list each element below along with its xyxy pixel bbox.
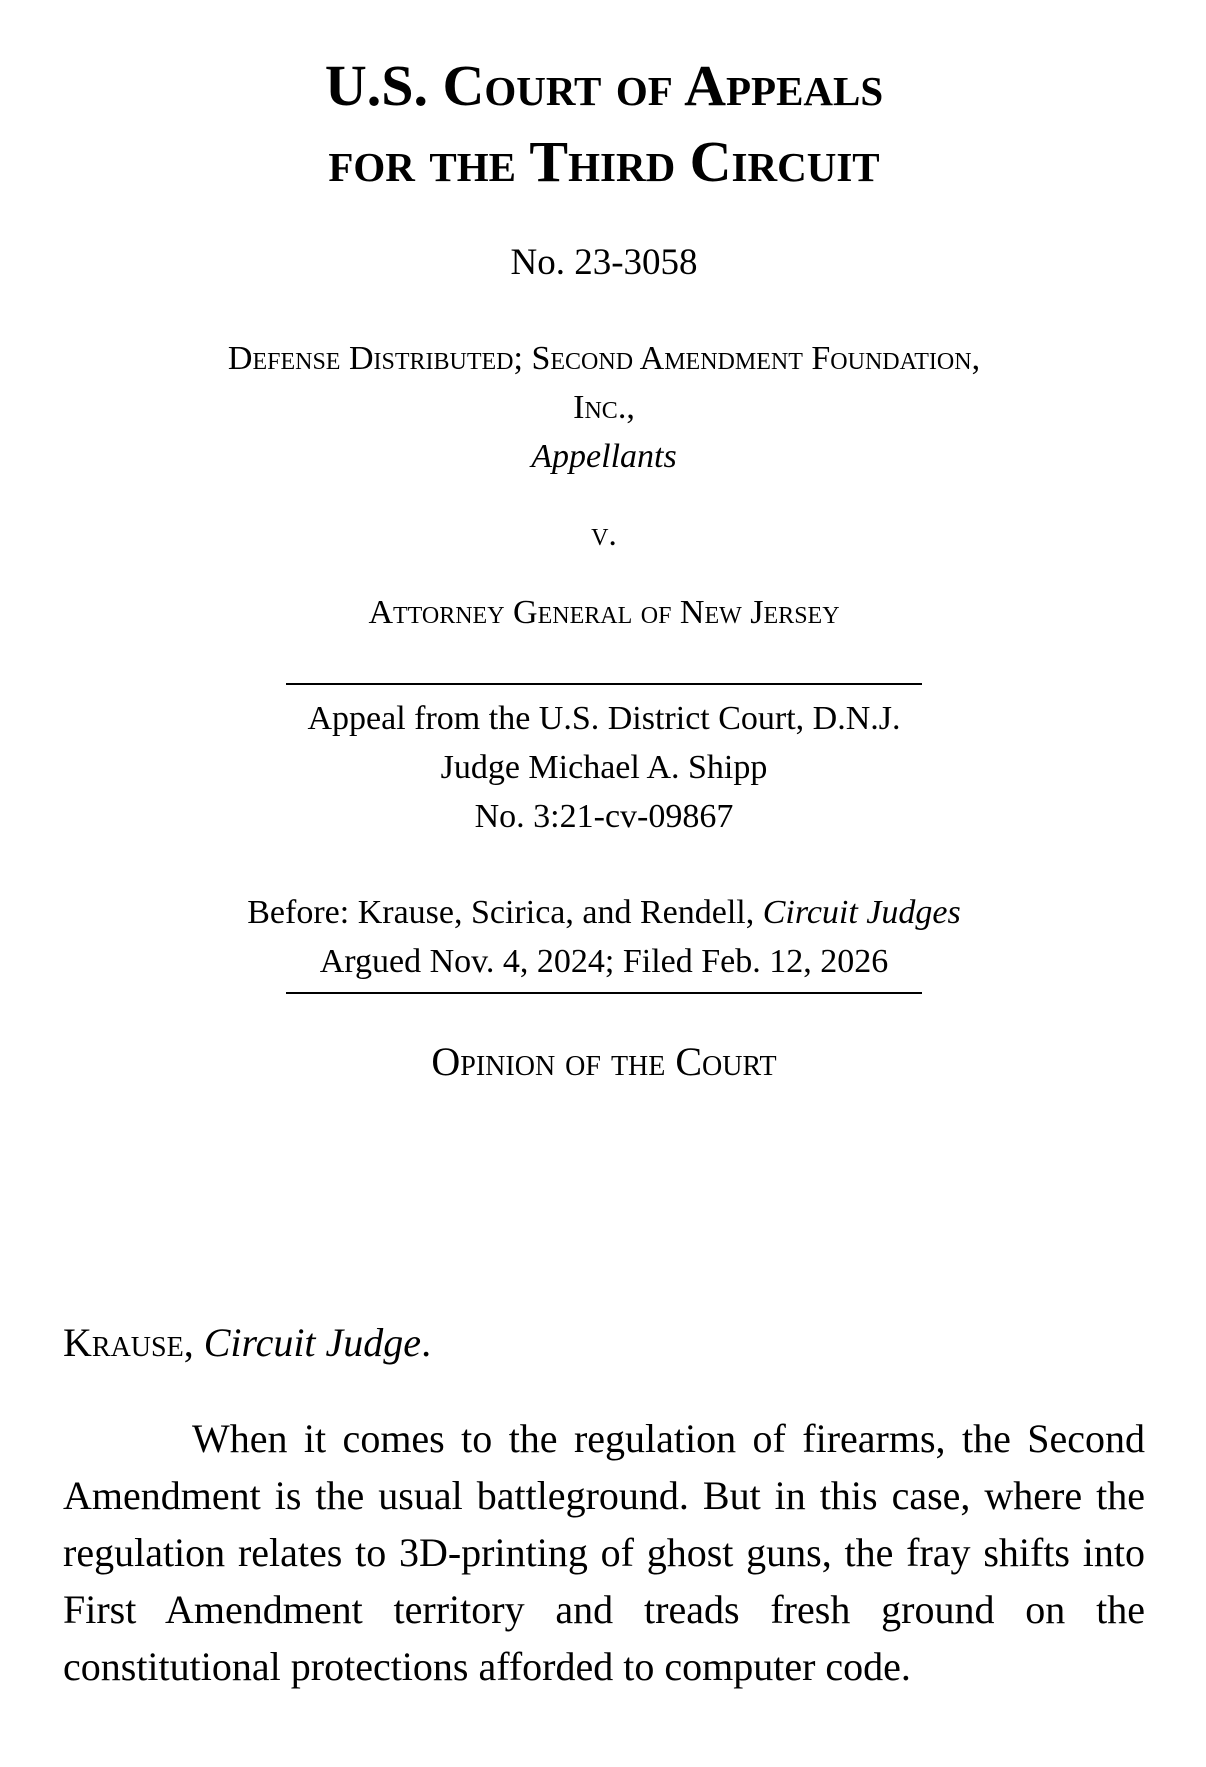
appeal-origin-docket: No. 3:21-cv-09867 [474,798,734,835]
docket-number: No. 23-3058 [510,242,698,283]
versus-label: v. [591,516,617,553]
argued-filed-dates: Argued Nov. 4, 2024; Filed Feb. 12, 2026 [319,943,889,980]
appellants-name-line-2: Inc., [573,389,635,426]
appellants-designation: Appellants [531,438,677,475]
opinion-heading: Opinion of the Court [431,1039,777,1084]
court-title-line-1: U.S. Court of Appeals [324,53,884,118]
panel-before-text: Before: Krause, Scirica, and Rendell, [247,894,763,931]
panel-divider-line [286,992,922,994]
opinion-body [63,1410,1145,1695]
author-separator: , [183,1320,204,1365]
caption-divider-line [286,683,922,685]
appellants-name-line-1: Defense Distributed; Second Amendment Foundation, [227,340,981,377]
panel-before-line [63,888,1145,937]
appeal-origin [63,694,1145,841]
author-period: . [421,1320,432,1365]
author-title: Circuit Judge [203,1320,422,1365]
author-name: Krause [63,1320,184,1365]
panel-judges-title: Circuit Judges [762,894,961,931]
appeal-origin-judge: Judge Michael A. Shipp [440,749,768,786]
case-caption-appellants [63,334,1145,481]
opinion-paragraph-1: When it comes to the regulation of firearms, the Second Amendment is the usual battleground. But in this case, where the regulation relates to 3D-printing of ghost guns, the fray shifts into First Amendment territory and treads fresh ground on the constitutional protections afforded to computer code. [63,1416,1145,1689]
court-title-line-2: for the Third Circuit [328,129,880,194]
opinion-author-line [63,1318,1145,1367]
court-title [63,48,1145,200]
appellee-name: Attorney General of New Jersey [368,594,840,631]
panel-info [63,888,1145,986]
appeal-origin-court: Appeal from the U.S. District Court, D.N.J. [307,700,901,737]
